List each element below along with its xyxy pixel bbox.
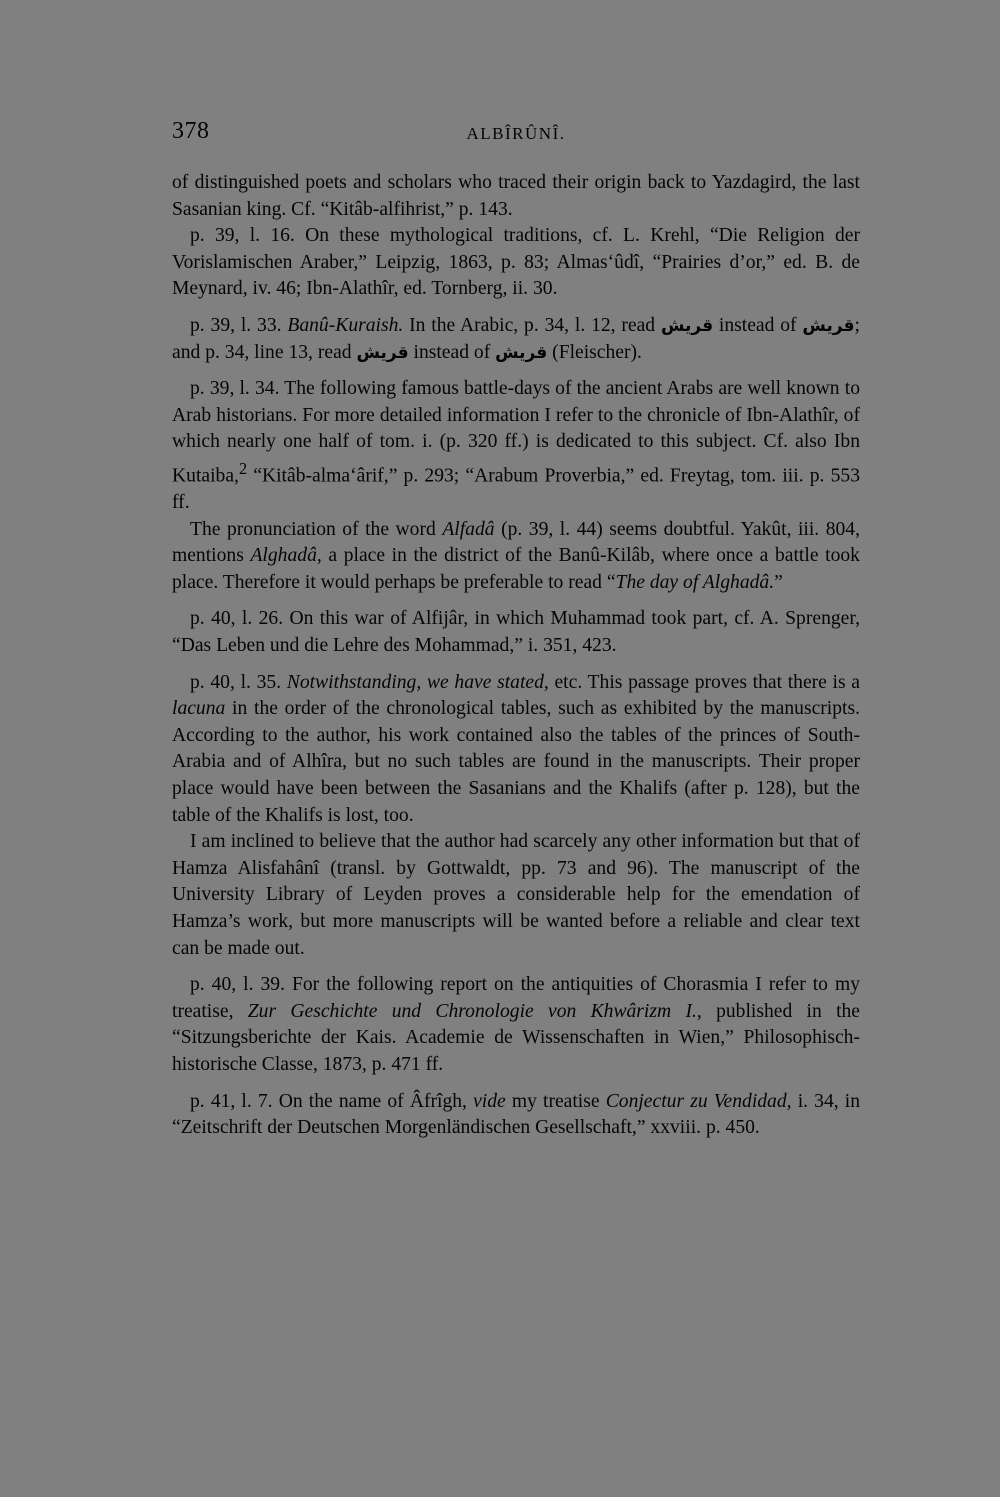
text-run: in the order of the chronological tables, such as exhibited by the manuscripts. According to the author, his work contained also the tables of the princes of South-Arabia and of Alhîra, but no such tables are found in the manuscripts. Their proper place would have been between the Sasanians and the Khalifs (after p. 128), but the table of the Khalifs is lost, too. — [172, 698, 860, 826]
footnote-marker: 2 — [238, 458, 248, 478]
paragraph-yazdagird — [172, 170, 860, 223]
italic-term: vide — [473, 1090, 506, 1112]
paragraph-alfada — [172, 517, 860, 597]
text-run: i. 34, in “Zeitschrift der Deutschen Morgenländischen Gesellschaft,” xxviii. p. 450. — [172, 1090, 861, 1139]
book-page — [172, 118, 860, 1142]
italic-term: Notwithstanding, we have stated, — [286, 671, 549, 693]
italic-term: The day of Alghadâ. — [615, 571, 775, 593]
italic-term: Conjectur zu Vendidad, — [605, 1090, 792, 1112]
page-number: 378 — [172, 118, 210, 144]
arabic-word: قريش — [356, 342, 409, 363]
text-run: p. 41, l. 7. On the name of Âfrîgh, — [190, 1090, 467, 1112]
text-run: instead of — [718, 314, 797, 336]
text-run: of distinguished poets and scholars who traced their origin back to Yazdagird, the last Sasanian king. Cf. “Kitâb-alfihrist,” p. 143. — [172, 172, 860, 220]
text-run: p. 39, l. 34. The following famous battle-days of the ancient Arabs are well known to Arab historians. For more detailed information I refer to the chronicle of Ibn-Alathîr, of which nearly one half of tom. i. (p. 320 ff.) is dedicated to this subject. Cf. also Ibn Kutaiba, — [172, 378, 860, 487]
running-head: ALBÎRÛNÎ. — [466, 124, 566, 143]
paragraph-hamza — [172, 829, 860, 962]
italic-term: Zur Geschichte und Chronologie von Khwârizm I., — [247, 1000, 702, 1022]
text-run: instead of — [413, 341, 491, 363]
notes-body — [172, 170, 860, 1142]
text-run: published in the “Sitzungsberichte der Kais. Academie de Wissenschaften in Wien,” Philosophisch-historische Classe, 1873, p. 471 ff. — [172, 1000, 861, 1075]
text-run: “Kitâb-alma‘ârif,” p. 293; “Arabum Proverbia,” ed. Freytag, tom. iii. p. 553 ff. — [172, 465, 860, 514]
text-run: The pronunciation of the word — [190, 518, 436, 540]
text-run: p. 39, l. 16. On these mythological traditions, cf. L. Krehl, “Die Religion der Vorislamischen Araber,” Leipzig, 1863, p. 83; Almas‘ûdî, “Prairies d’or,” ed. B. de Meynard, iv. 46; Ibn-Alathîr, ed. Tornberg, ii. 30. — [172, 225, 860, 300]
note-p40-l26 — [172, 606, 860, 659]
page-header — [172, 118, 860, 158]
text-run: In the Arabic, p. 34, l. 12, read — [409, 314, 656, 336]
arabic-word: قريش — [495, 342, 548, 363]
text-run: ” — [774, 571, 783, 593]
italic-term: Banû-Kuraish. — [287, 314, 404, 336]
note-p41-l7 — [172, 1089, 860, 1142]
arabic-word: قريش — [660, 315, 714, 336]
text-run: etc. This passage proves that there is a — [554, 671, 861, 693]
note-p39-l16 — [172, 223, 860, 303]
text-run: p. 40, l. 35. — [190, 671, 282, 693]
italic-term: lacuna — [172, 698, 226, 720]
note-p39-l33 — [172, 313, 860, 366]
note-p40-l35 — [172, 670, 860, 830]
text-run: ; and p. 34, line 13, read — [172, 314, 860, 363]
text-run: (Fleischer). — [552, 341, 642, 363]
note-p39-l34 — [172, 376, 860, 517]
text-run: I am inclined to believe that the author had scarcely any other information but that of Hamza Alisfahânî (transl. by Gottwaldt, pp. 73 and 96). The manuscript of the University Library of Leyden proves a considerable help for the emendation of Hamza’s work, but more manuscripts will be wanted before a reliable and clear text can be made out. — [172, 831, 860, 959]
note-p40-l39 — [172, 972, 860, 1078]
text-run: a place in the district of the Banû-Kilâb, where once a battle took place. Therefore it would perhaps be preferable to read “ — [172, 545, 860, 593]
italic-term: Alghadâ, — [250, 545, 322, 567]
text-run: (p. 39, l. 44) seems doubtful. Yakût, iii. 804, mentions — [172, 518, 860, 567]
text-run: p. 40, l. 26. On this war of Alfijâr, in which Muhammad took part, cf. A. Sprenger, “Das Leben und die Lehre des Mohammad,” i. 351, 423. — [172, 608, 860, 657]
text-run: p. 40, l. 39. For the following report on the antiquities of Chorasmia I refer to my treatise, — [172, 974, 860, 1022]
text-run: p. 39, l. 33. — [190, 314, 282, 336]
text-run: my treatise — [511, 1090, 600, 1112]
arabic-word: قريش — [802, 315, 855, 336]
italic-term: Alfadâ — [442, 518, 495, 540]
